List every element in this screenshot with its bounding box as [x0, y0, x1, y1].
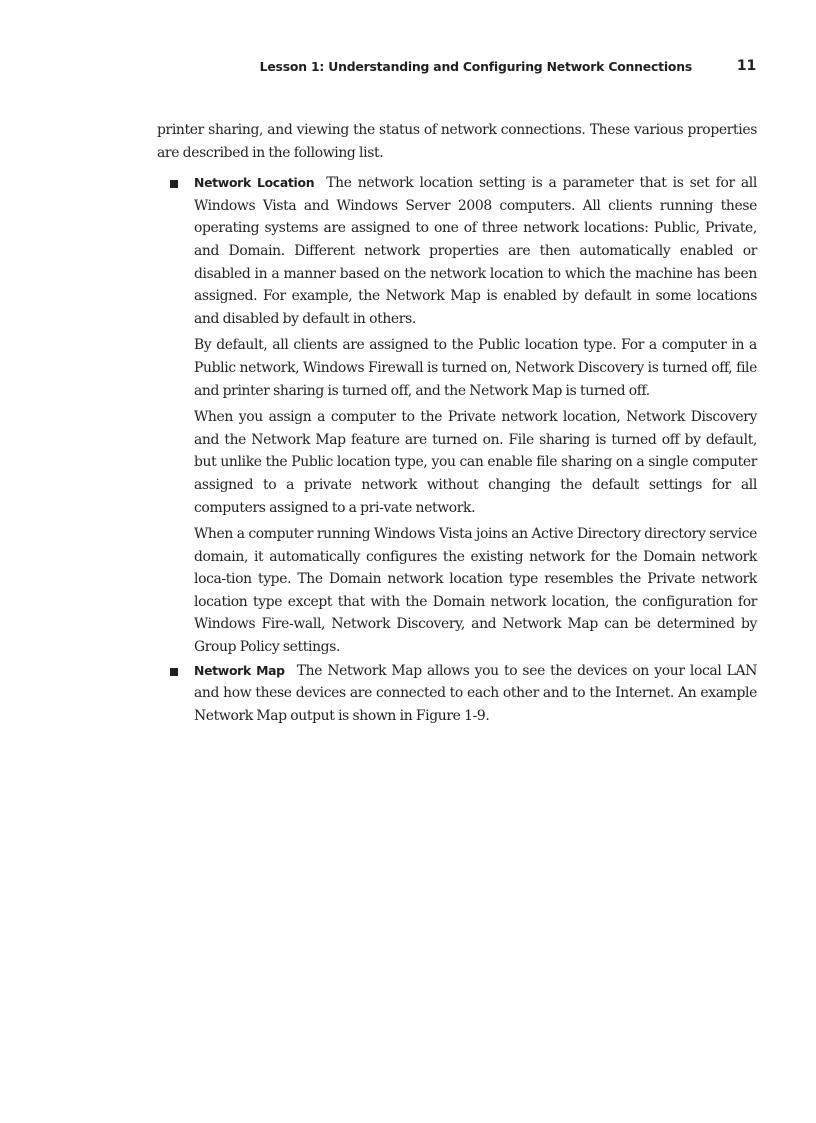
list-paragraph [194, 660, 757, 728]
property-list [157, 172, 757, 727]
term-definition: The Network Map allows you to see the devices on your local LAN and how these devices are connected to each other and to the Internet. An example Network Map output is shown in Figure 1-9. [194, 662, 757, 724]
page-number: 11 [736, 58, 756, 74]
page-body [157, 119, 757, 727]
chapter-title: Lesson 1: Understanding and Configuring Network Connections [259, 59, 692, 74]
intro-paragraph: printer sharing, and viewing the status of network connections. These various properties are described in the following list. [157, 122, 757, 161]
term-label: Network Map [194, 662, 285, 678]
term-definition: The network location setting is a parameter that is set for all Windows Vista and Windows Server 2008 computers. All clients running these operating systems are assigned to one of three network locations: Public, Private, and Domain. Different network properties are then automatically enabled or disabled in a manner based on the network location to which the machine has been assigned. For example, the Network Map is enabled by default in some locations and disabled by default in others. [194, 175, 757, 327]
square-bullet-icon [170, 180, 178, 188]
list-paragraph: When a computer running Windows Vista joins an Active Directory directory service domain, it automatically configures the existing network for the Domain network loca-tion type. The Domain network location type resembles the Private network location type except that with the Domain network location, the configuration for Windows Fire-wall, Network Discovery, and Network Map can be determined by Group Policy settings. [194, 526, 757, 656]
list-paragraph: When you assign a computer to the Private network location, Network Discovery and the Network Map feature are turned on. File sharing is turned off by default, but unlike the Public location type, you can enable file sharing on a single computer assigned to a private network without changing the default settings for all computers assigned to a pri-vate network. [194, 409, 757, 516]
square-bullet-icon [170, 668, 178, 676]
list-item-network-map [157, 660, 757, 728]
term-label: Network Location [194, 175, 315, 191]
list-paragraph: By default, all clients are assigned to the Public location type. For a computer in a Public network, Windows Firewall is turned on, Network Discovery is turned off, file and printer sharing is turned off, and the Network Map is turned off. [194, 337, 757, 399]
running-header [157, 58, 757, 78]
list-paragraph [194, 172, 757, 330]
list-item-network-location [157, 172, 757, 658]
